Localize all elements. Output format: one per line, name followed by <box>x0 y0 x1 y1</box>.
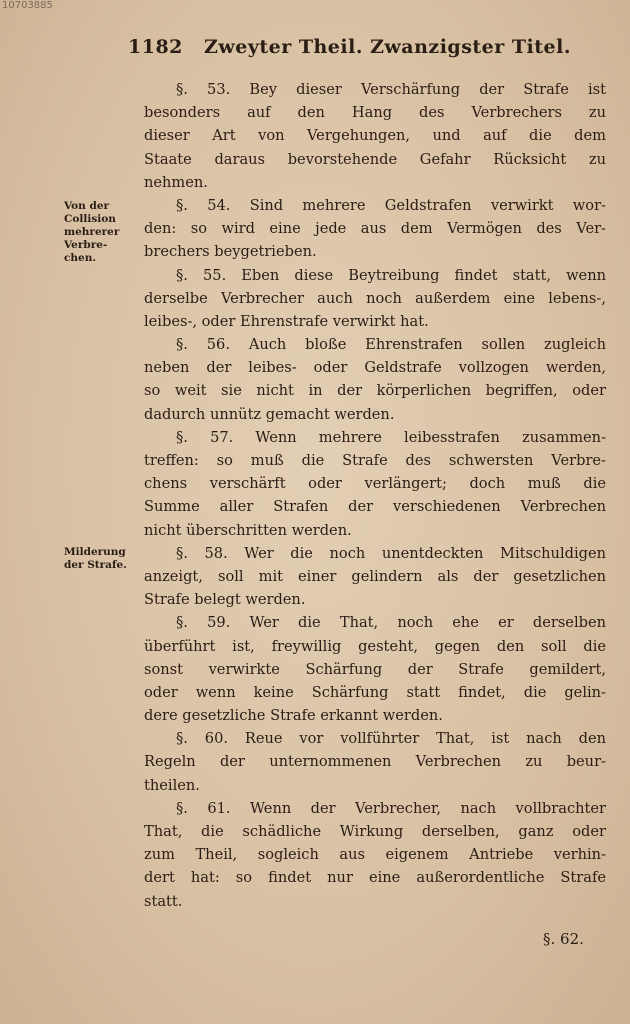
text-line: besonders auf den Hang des Verbrechers zu <box>144 104 606 122</box>
page-number: 1182 <box>128 36 183 58</box>
text-line: That, die schädliche Wirkung derselben, ganz oder <box>144 823 606 840</box>
text-line: anzeigt, soll mit einer gelindern als der gesetzlichen <box>144 567 606 585</box>
text-line: theilen. <box>144 776 200 794</box>
text-line: §. 59. Wer die That, noch ehe er derselben <box>176 614 606 632</box>
text-line: den: so wird eine jede aus dem Vermögen des Ver- <box>144 220 606 238</box>
margin-note-milderung <box>64 546 140 572</box>
paragraph-55 <box>144 264 606 334</box>
paragraph-56 <box>144 333 606 426</box>
scan-id-stamp: 10703885 <box>2 0 53 11</box>
running-header <box>128 36 571 58</box>
text-line: Strafe belegt werden. <box>144 591 306 609</box>
text-line: §. 53. Bey dieser Verschärfung der Strafe ist <box>176 81 606 98</box>
text-line: sonst verwirkte Schärfung der Strafe gemildert, <box>144 660 606 678</box>
margin-note-line: Collision <box>64 213 116 225</box>
text-line: dieser Art von Vergehungen, und auf die dem <box>144 127 606 145</box>
catchword: §. 62. <box>543 930 584 948</box>
text-line: §. 60. Reue vor vollführter That, ist nach den <box>176 730 606 748</box>
text-line: überführt ist, freywillig gesteht, gegen den soll die <box>144 637 606 655</box>
text-line: §. 55. Eben diese Beytreibung findet statt, wenn <box>176 266 606 284</box>
paragraph-57 <box>144 426 606 542</box>
margin-note-line: der Strafe. <box>64 559 127 571</box>
text-line: derselbe Verbrecher auch noch außerdem eine lebens-, <box>144 289 606 307</box>
paragraph-59 <box>144 611 606 727</box>
text-line: nehmen. <box>144 173 208 191</box>
paragraph-53 <box>144 78 606 194</box>
page-body <box>144 78 606 913</box>
running-title: Zweyter Theil. Zwanzigster Titel. <box>204 36 571 58</box>
text-line: Summe aller Strafen der verschiedenen Verbrechen <box>144 498 606 516</box>
text-line: §. 58. Wer die noch unentdeckten Mitschuldigen <box>176 544 606 562</box>
text-line: treffen: so muß die Strafe des schwersten Verbre- <box>144 452 606 469</box>
text-line: nicht überschritten werden. <box>144 521 352 539</box>
margin-note-line: Milderung <box>64 546 126 558</box>
text-line: dert hat: so findet nur eine außerordentliche Strafe <box>144 869 606 887</box>
text-line: §. 57. Wenn mehrere leibesstrafen zusammen- <box>176 428 606 446</box>
text-line: so weit sie nicht in der körperlichen begriffen, oder <box>144 382 606 400</box>
margin-note-collision <box>64 200 140 265</box>
text-line: §. 61. Wenn der Verbrecher, nach vollbrachter <box>176 799 606 817</box>
paragraph-54 <box>144 194 606 264</box>
text-line: brechers beygetrieben. <box>144 243 317 261</box>
text-line: dere gesetzliche Strafe erkannt werden. <box>144 707 443 725</box>
text-line: §. 54. Sind mehrere Geldstrafen verwirkt wor- <box>176 196 606 214</box>
margin-note-line: Von der <box>64 200 110 212</box>
margin-note-line: Verbre- <box>64 239 108 251</box>
text-line: statt. <box>144 892 183 910</box>
margin-note-line: chen. <box>64 252 96 264</box>
paragraph-61 <box>144 797 606 913</box>
text-line: neben der leibes- oder Geldstrafe vollzogen werden, <box>144 359 606 377</box>
text-line: oder wenn keine Schärfung statt findet, die gelin- <box>144 683 606 701</box>
text-line: Staate daraus bevorstehende Gefahr Rücksicht zu <box>144 150 606 168</box>
text-line: dadurch unnütz gemacht werden. <box>144 405 395 423</box>
text-line: zum Theil, sogleich aus eigenem Antriebe verhin- <box>144 846 606 864</box>
paragraph-60 <box>144 727 606 797</box>
margin-note-line: mehrerer <box>64 226 120 238</box>
text-line: §. 56. Auch bloße Ehrenstrafen sollen zugleich <box>176 336 606 354</box>
text-line: leibes-, oder Ehrenstrafe verwirkt hat. <box>144 312 429 330</box>
paragraph-58 <box>144 542 606 612</box>
text-line: Regeln der unternommenen Verbrechen zu beur- <box>144 753 606 771</box>
text-line: chens verschärft oder verlängert; doch muß die <box>144 475 606 493</box>
